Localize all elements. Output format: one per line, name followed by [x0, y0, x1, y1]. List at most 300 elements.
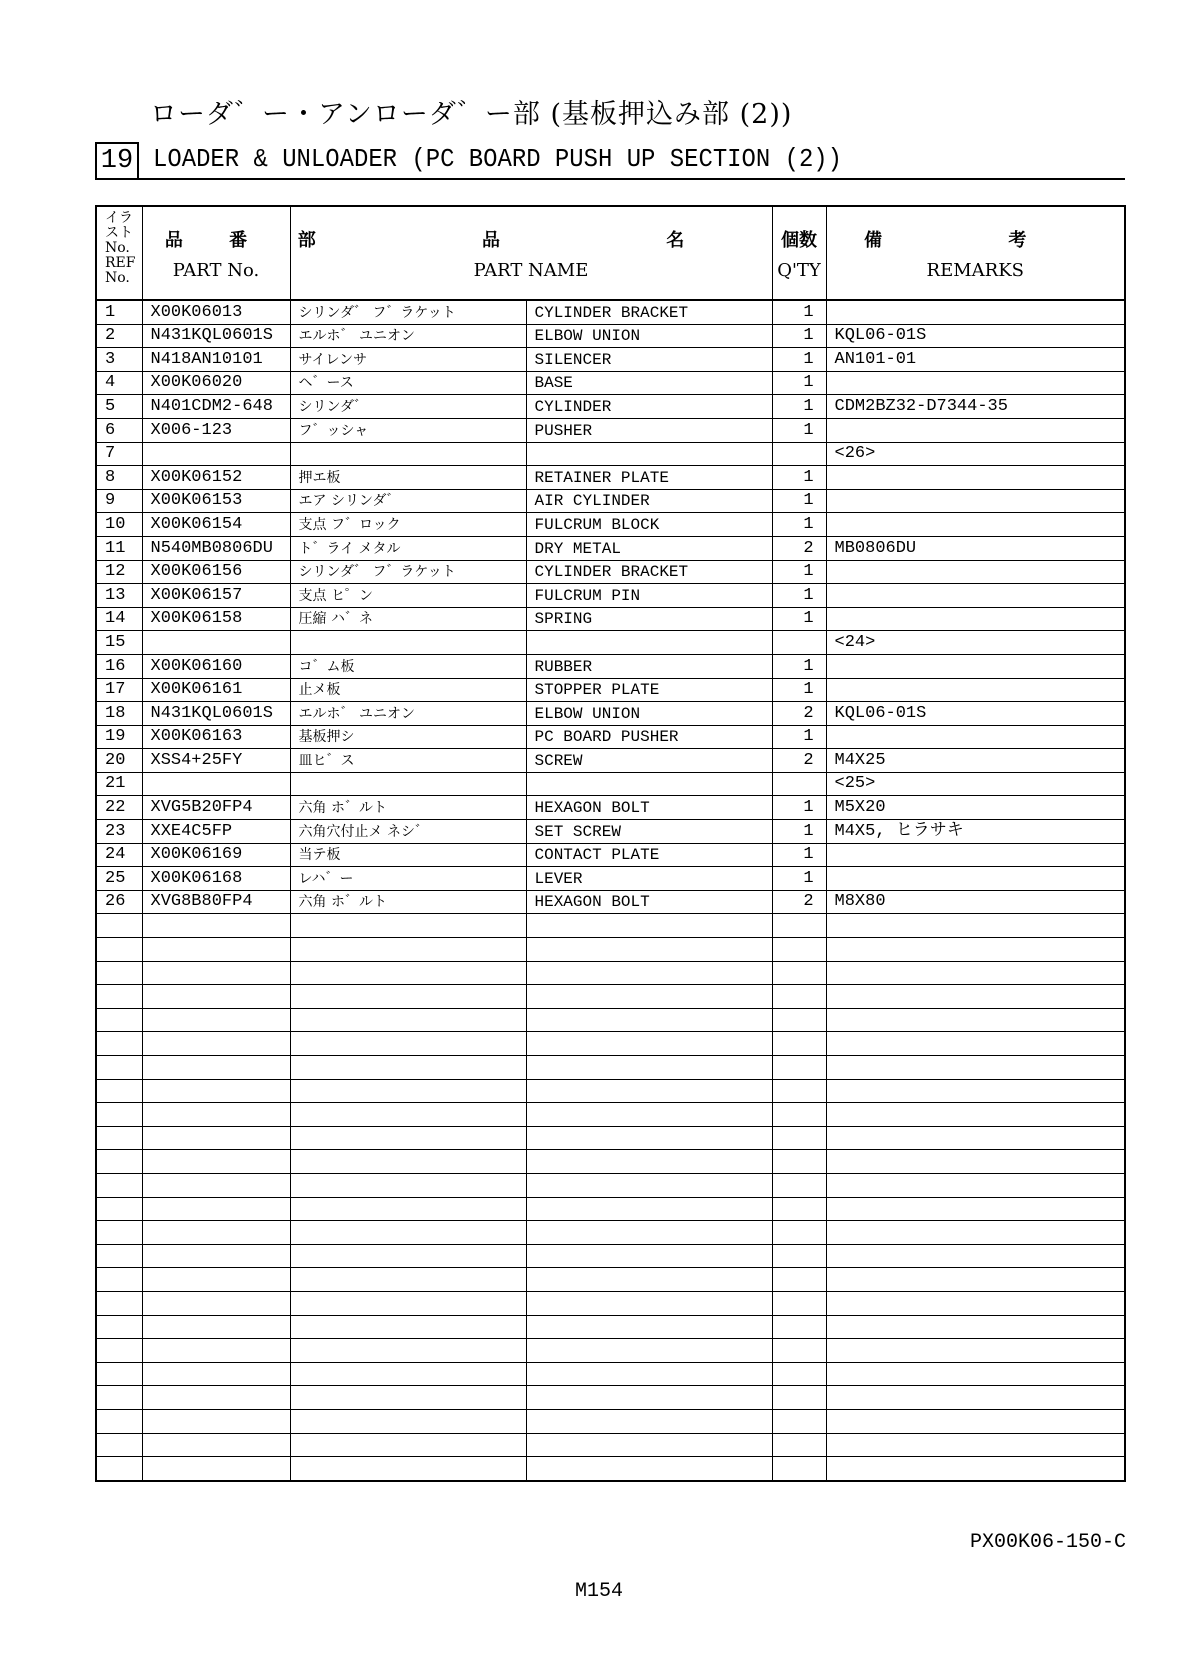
empty-cell — [142, 1409, 290, 1433]
empty-cell — [96, 961, 142, 985]
empty-cell — [96, 1362, 142, 1386]
empty-cell — [290, 1008, 526, 1032]
empty-cell — [772, 1126, 826, 1150]
empty-cell — [290, 1433, 526, 1457]
empty-cell — [290, 938, 526, 962]
empty-cell — [826, 1244, 1125, 1268]
cell-part-no: N540MB0806DU — [142, 536, 290, 560]
empty-cell — [772, 1221, 826, 1245]
cell-part-no — [142, 442, 290, 466]
cell-part-no: X00K06154 — [142, 513, 290, 537]
cell-remarks: <25> — [826, 772, 1125, 796]
cell-ref: 4 — [96, 371, 142, 395]
cell-name: AIR CYLINDER — [526, 489, 772, 513]
empty-cell — [826, 961, 1125, 985]
cell-part-no: N418AN10101 — [142, 348, 290, 372]
empty-cell — [96, 1197, 142, 1221]
title-row — [95, 138, 1125, 180]
cell-remarks: M4X5, ヒラサキ — [826, 820, 1125, 844]
empty-row — [96, 1362, 1125, 1386]
empty-cell — [526, 1008, 772, 1032]
empty-cell — [526, 1315, 772, 1339]
col-part-name-en: PART NAME — [473, 259, 589, 281]
cell-name: CONTACT PLATE — [526, 843, 772, 867]
empty-cell — [526, 1032, 772, 1056]
page-number: M154 — [574, 1580, 623, 1603]
cell-qty: 1 — [772, 418, 826, 442]
cell-ref: 23 — [96, 820, 142, 844]
cell-ref: 2 — [96, 324, 142, 348]
cell-part-no: X00K06153 — [142, 489, 290, 513]
empty-cell — [96, 1150, 142, 1174]
table-row — [96, 442, 1125, 466]
cell-jp: 皿ヒ゛ス — [290, 749, 526, 773]
empty-cell — [290, 1221, 526, 1245]
empty-row — [96, 1173, 1125, 1197]
empty-row — [96, 1126, 1125, 1150]
empty-cell — [290, 1457, 526, 1481]
empty-row — [96, 914, 1125, 938]
table-row — [96, 890, 1125, 914]
empty-cell — [826, 1291, 1125, 1315]
cell-name: HEXAGON BOLT — [526, 890, 772, 914]
cell-name — [526, 772, 772, 796]
cell-jp: サイレンサ — [290, 348, 526, 372]
col-remarks-jp: 備 考 — [864, 229, 1087, 251]
empty-cell — [526, 1126, 772, 1150]
col-part-no-en: PART No. — [172, 259, 260, 281]
header-row — [96, 206, 1125, 300]
drawing-code: PX00K06-150-C — [969, 1531, 1126, 1554]
empty-cell — [826, 1386, 1125, 1410]
cell-qty: 1 — [772, 584, 826, 608]
empty-cell — [526, 1056, 772, 1080]
empty-cell — [772, 1409, 826, 1433]
empty-cell — [772, 1291, 826, 1315]
cell-name: SCREW — [526, 749, 772, 773]
parts-table — [95, 205, 1126, 1482]
cell-remarks: CDM2BZ32-D7344-35 — [826, 395, 1125, 419]
cell-name: STOPPER PLATE — [526, 678, 772, 702]
cell-remarks — [826, 654, 1125, 678]
empty-cell — [826, 1457, 1125, 1481]
empty-row — [96, 961, 1125, 985]
empty-cell — [290, 1315, 526, 1339]
cell-name: HEXAGON BOLT — [526, 796, 772, 820]
cell-part-no: XVG8B80FP4 — [142, 890, 290, 914]
col-qty-jp: 個数 — [781, 229, 818, 251]
empty-row — [96, 1150, 1125, 1174]
cell-qty: 1 — [772, 324, 826, 348]
empty-cell — [526, 985, 772, 1009]
cell-ref: 25 — [96, 867, 142, 891]
cell-qty: 2 — [772, 890, 826, 914]
empty-cell — [826, 1433, 1125, 1457]
cell-qty: 1 — [772, 796, 826, 820]
empty-cell — [290, 1150, 526, 1174]
empty-cell — [96, 1433, 142, 1457]
empty-cell — [142, 938, 290, 962]
table-row — [96, 584, 1125, 608]
cell-remarks — [826, 466, 1125, 490]
cell-name: BASE — [526, 371, 772, 395]
cell-qty: 2 — [772, 749, 826, 773]
cell-name — [526, 442, 772, 466]
table-row — [96, 654, 1125, 678]
table-row — [96, 489, 1125, 513]
empty-cell — [772, 1150, 826, 1174]
cell-name: RETAINER PLATE — [526, 466, 772, 490]
cell-qty — [772, 442, 826, 466]
section-number: 19 — [95, 142, 139, 178]
empty-cell — [526, 1386, 772, 1410]
empty-cell — [142, 961, 290, 985]
cell-part-no: X00K06169 — [142, 843, 290, 867]
empty-cell — [290, 961, 526, 985]
empty-row — [96, 1457, 1125, 1481]
cell-name: SILENCER — [526, 348, 772, 372]
cell-name — [526, 631, 772, 655]
cell-jp: エルホ゛ ユニオン — [290, 702, 526, 726]
cell-name: FULCRUM BLOCK — [526, 513, 772, 537]
empty-cell — [142, 1079, 290, 1103]
table-row — [96, 678, 1125, 702]
empty-row — [96, 1339, 1125, 1363]
empty-cell — [96, 1008, 142, 1032]
cell-jp: 支点 ヒ゜ン — [290, 584, 526, 608]
cell-jp: 六角穴付止メ ネシ゛ — [290, 820, 526, 844]
cell-remarks — [826, 867, 1125, 891]
empty-cell — [290, 1079, 526, 1103]
empty-cell — [772, 1433, 826, 1457]
cell-remarks — [826, 513, 1125, 537]
empty-row — [96, 1103, 1125, 1127]
empty-cell — [826, 1268, 1125, 1292]
empty-cell — [290, 1268, 526, 1292]
cell-part-no: X006-123 — [142, 418, 290, 442]
empty-cell — [142, 1221, 290, 1245]
empty-cell — [290, 1126, 526, 1150]
cell-jp: シリンダ゛ フ゛ラケット — [290, 300, 526, 324]
empty-cell — [96, 1126, 142, 1150]
empty-cell — [142, 1244, 290, 1268]
cell-ref: 24 — [96, 843, 142, 867]
cell-jp: コ゛ム板 — [290, 654, 526, 678]
empty-cell — [826, 1032, 1125, 1056]
table-row — [96, 513, 1125, 537]
cell-ref: 19 — [96, 725, 142, 749]
empty-row — [96, 938, 1125, 962]
cell-part-no: XSS4+25FY — [142, 749, 290, 773]
cell-qty: 1 — [772, 489, 826, 513]
empty-cell — [96, 985, 142, 1009]
empty-cell — [526, 1433, 772, 1457]
empty-cell — [772, 1103, 826, 1127]
empty-cell — [772, 1386, 826, 1410]
empty-cell — [142, 1433, 290, 1457]
empty-cell — [96, 938, 142, 962]
empty-cell — [142, 1291, 290, 1315]
cell-part-no: X00K06160 — [142, 654, 290, 678]
empty-cell — [826, 1008, 1125, 1032]
empty-cell — [142, 1056, 290, 1080]
cell-remarks — [826, 489, 1125, 513]
col-part-name-jp: 部 品 名 — [297, 229, 765, 251]
cell-part-no: XVG5B20FP4 — [142, 796, 290, 820]
cell-jp — [290, 631, 526, 655]
cell-part-no: XXE4C5FP — [142, 820, 290, 844]
empty-cell — [290, 1032, 526, 1056]
cell-remarks — [826, 300, 1125, 324]
empty-cell — [772, 1197, 826, 1221]
empty-cell — [772, 1056, 826, 1080]
empty-cell — [772, 1268, 826, 1292]
cell-qty: 1 — [772, 678, 826, 702]
cell-ref: 1 — [96, 300, 142, 324]
table-row — [96, 607, 1125, 631]
cell-name: SET SCREW — [526, 820, 772, 844]
empty-row — [96, 1291, 1125, 1315]
cell-name: RUBBER — [526, 654, 772, 678]
empty-cell — [772, 1457, 826, 1481]
empty-cell — [826, 938, 1125, 962]
empty-cell — [96, 1268, 142, 1292]
empty-cell — [526, 961, 772, 985]
empty-cell — [826, 1221, 1125, 1245]
empty-row — [96, 1008, 1125, 1032]
empty-cell — [96, 1103, 142, 1127]
empty-cell — [526, 1339, 772, 1363]
cell-jp: 圧縮 ハ゛ネ — [290, 607, 526, 631]
table-row — [96, 348, 1125, 372]
empty-cell — [772, 1315, 826, 1339]
empty-cell — [96, 1315, 142, 1339]
cell-part-no — [142, 631, 290, 655]
cell-qty: 1 — [772, 513, 826, 537]
cell-qty: 1 — [772, 820, 826, 844]
empty-cell — [772, 914, 826, 938]
table-row — [96, 300, 1125, 324]
col-qty-en: Q'TY — [777, 259, 821, 281]
cell-jp: シリンダ゛ フ゛ラケット — [290, 560, 526, 584]
cell-jp — [290, 772, 526, 796]
empty-cell — [290, 1056, 526, 1080]
cell-part-no: X00K06013 — [142, 300, 290, 324]
cell-ref: 11 — [96, 536, 142, 560]
table-row — [96, 536, 1125, 560]
empty-cell — [290, 1244, 526, 1268]
cell-name: ELBOW UNION — [526, 324, 772, 348]
japanese-title: ローダ゛ー・アンローダ゛ー部 (基板押込み部 (2)) — [150, 99, 793, 130]
cell-remarks — [826, 584, 1125, 608]
cell-ref: 20 — [96, 749, 142, 773]
cell-ref: 18 — [96, 702, 142, 726]
empty-cell — [772, 1362, 826, 1386]
cell-qty — [772, 631, 826, 655]
cell-qty — [772, 772, 826, 796]
table-row — [96, 631, 1125, 655]
cell-part-no: N431KQL0601S — [142, 702, 290, 726]
empty-cell — [526, 914, 772, 938]
cell-jp: エア シリンダ゛ — [290, 489, 526, 513]
cell-qty: 2 — [772, 702, 826, 726]
cell-ref: 26 — [96, 890, 142, 914]
empty-cell — [826, 1339, 1125, 1363]
empty-cell — [96, 1221, 142, 1245]
empty-cell — [142, 1150, 290, 1174]
cell-remarks: AN101-01 — [826, 348, 1125, 372]
empty-cell — [142, 1268, 290, 1292]
empty-cell — [772, 1339, 826, 1363]
empty-row — [96, 1315, 1125, 1339]
cell-jp: 当テ板 — [290, 843, 526, 867]
col-part-no-header — [142, 206, 290, 300]
cell-qty: 1 — [772, 300, 826, 324]
table-row — [96, 796, 1125, 820]
cell-part-no — [142, 772, 290, 796]
cell-jp: シリンダ゛ — [290, 395, 526, 419]
empty-cell — [290, 1103, 526, 1127]
empty-cell — [526, 1221, 772, 1245]
cell-remarks — [826, 418, 1125, 442]
table-row — [96, 843, 1125, 867]
cell-qty: 1 — [772, 607, 826, 631]
empty-cell — [526, 1173, 772, 1197]
cell-remarks — [826, 843, 1125, 867]
cell-qty: 1 — [772, 371, 826, 395]
cell-jp: フ゛ッシャ — [290, 418, 526, 442]
empty-cell — [142, 1197, 290, 1221]
table-row — [96, 725, 1125, 749]
empty-cell — [290, 1197, 526, 1221]
cell-name: CYLINDER BRACKET — [526, 300, 772, 324]
cell-name: FULCRUM PIN — [526, 584, 772, 608]
empty-cell — [772, 1079, 826, 1103]
empty-cell — [826, 1056, 1125, 1080]
empty-cell — [142, 1386, 290, 1410]
empty-cell — [772, 1244, 826, 1268]
empty-cell — [826, 1079, 1125, 1103]
cell-ref: 17 — [96, 678, 142, 702]
cell-part-no: X00K06152 — [142, 466, 290, 490]
empty-cell — [826, 985, 1125, 1009]
empty-row — [96, 1268, 1125, 1292]
empty-cell — [290, 985, 526, 1009]
empty-cell — [290, 1362, 526, 1386]
empty-cell — [826, 1362, 1125, 1386]
table-row — [96, 702, 1125, 726]
empty-cell — [142, 1339, 290, 1363]
col-qty-header — [772, 206, 826, 300]
empty-cell — [772, 985, 826, 1009]
empty-cell — [826, 1315, 1125, 1339]
cell-remarks: <24> — [826, 631, 1125, 655]
cell-remarks: M4X25 — [826, 749, 1125, 773]
empty-cell — [772, 938, 826, 962]
empty-cell — [826, 1103, 1125, 1127]
cell-qty: 1 — [772, 843, 826, 867]
empty-cell — [526, 1103, 772, 1127]
cell-part-no: X00K06168 — [142, 867, 290, 891]
cell-qty: 1 — [772, 867, 826, 891]
empty-row — [96, 1197, 1125, 1221]
cell-ref: 7 — [96, 442, 142, 466]
cell-qty: 1 — [772, 466, 826, 490]
cell-part-no: X00K06156 — [142, 560, 290, 584]
empty-cell — [826, 1409, 1125, 1433]
empty-cell — [96, 1457, 142, 1481]
cell-ref: 13 — [96, 584, 142, 608]
col-remarks-en: REMARKS — [926, 259, 1024, 281]
cell-jp: エルホ゛ ユニオン — [290, 324, 526, 348]
cell-jp: 支点 フ゛ロック — [290, 513, 526, 537]
cell-qty: 1 — [772, 654, 826, 678]
empty-cell — [96, 1032, 142, 1056]
cell-name: CYLINDER — [526, 395, 772, 419]
cell-name: ELBOW UNION — [526, 702, 772, 726]
table-row — [96, 749, 1125, 773]
table-row — [96, 772, 1125, 796]
cell-ref: 21 — [96, 772, 142, 796]
cell-jp — [290, 442, 526, 466]
cell-name: DRY METAL — [526, 536, 772, 560]
empty-cell — [772, 1032, 826, 1056]
cell-name: LEVER — [526, 867, 772, 891]
cell-qty: 2 — [772, 536, 826, 560]
empty-row — [96, 1056, 1125, 1080]
empty-cell — [772, 1008, 826, 1032]
empty-row — [96, 1079, 1125, 1103]
cell-jp: 止メ板 — [290, 678, 526, 702]
english-title: LOADER & UNLOADER (PC BOARD PUSH UP SECTION (2)) — [153, 144, 843, 174]
empty-cell — [826, 1150, 1125, 1174]
table-row — [96, 820, 1125, 844]
cell-jp: ヘ゛ース — [290, 371, 526, 395]
empty-cell — [526, 1409, 772, 1433]
cell-ref: 14 — [96, 607, 142, 631]
cell-jp: レハ゛ー — [290, 867, 526, 891]
cell-remarks: <26> — [826, 442, 1125, 466]
cell-part-no: N401CDM2-648 — [142, 395, 290, 419]
empty-cell — [826, 1126, 1125, 1150]
cell-qty: 1 — [772, 348, 826, 372]
col-ref-header: イラスト No. REF No. — [96, 206, 142, 300]
empty-cell — [290, 1409, 526, 1433]
empty-cell — [142, 1032, 290, 1056]
cell-name: CYLINDER BRACKET — [526, 560, 772, 584]
empty-cell — [290, 1173, 526, 1197]
cell-remarks — [826, 560, 1125, 584]
cell-jp: 基板押シ — [290, 725, 526, 749]
cell-part-no: X00K06020 — [142, 371, 290, 395]
cell-remarks: M5X20 — [826, 796, 1125, 820]
empty-cell — [290, 914, 526, 938]
empty-row — [96, 1221, 1125, 1245]
cell-remarks: M8X80 — [826, 890, 1125, 914]
cell-ref: 9 — [96, 489, 142, 513]
empty-row — [96, 1409, 1125, 1433]
cell-part-no: X00K06161 — [142, 678, 290, 702]
empty-cell — [290, 1386, 526, 1410]
col-remarks-header — [826, 206, 1125, 300]
empty-cell — [290, 1339, 526, 1363]
empty-cell — [142, 1173, 290, 1197]
cell-remarks: KQL06-01S — [826, 324, 1125, 348]
empty-row — [96, 1032, 1125, 1056]
cell-ref: 15 — [96, 631, 142, 655]
cell-remarks: KQL06-01S — [826, 702, 1125, 726]
cell-name: SPRING — [526, 607, 772, 631]
